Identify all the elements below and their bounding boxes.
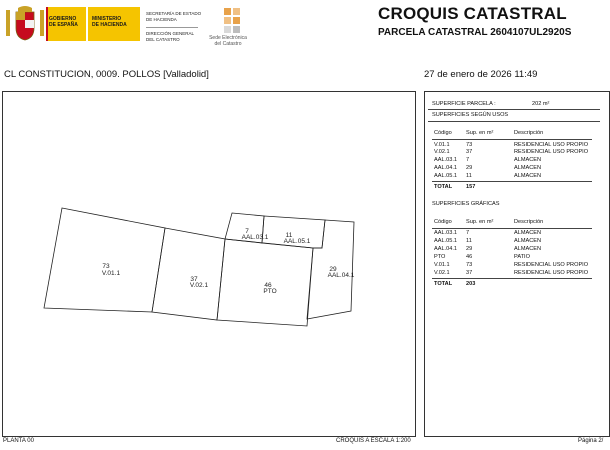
graficas-header-desc: Descripción xyxy=(514,219,544,225)
usos-row-sup: 11 xyxy=(466,173,472,179)
usos-row-desc: ALMACEN xyxy=(514,165,542,171)
label-pto-code: PTO xyxy=(263,288,277,295)
graficas-header-sup: Sup. en m² xyxy=(466,219,494,225)
address-line: CL CONSTITUCION, 0009. POLLOS [Valladolid] xyxy=(4,69,209,80)
usos-row-code: V.01.1 xyxy=(434,142,450,148)
usos-row-desc: ALMACEN xyxy=(514,157,542,163)
usos-row-sup: 29 xyxy=(466,165,473,171)
sede-line-2: del Catastro xyxy=(214,41,242,47)
usos-row-sup: 7 xyxy=(466,157,470,163)
graficas-row-sup: 73 xyxy=(466,262,473,268)
sede-line-1: Sede Electrónica xyxy=(209,35,247,41)
usos-row-code: V.02.1 xyxy=(434,149,450,155)
ministerio-logo xyxy=(88,7,140,41)
graficas-row-code: AAL.04.1 xyxy=(434,246,458,252)
direccion-line-1: DIRECCIÓN GENERAL xyxy=(146,31,195,36)
graficas-row-code: V.01.1 xyxy=(434,262,450,268)
graficas-row-sup: 7 xyxy=(466,230,470,236)
graficas-row-sup: 37 xyxy=(466,270,473,276)
ministerio-line-1: MINISTERIO xyxy=(92,16,122,22)
document-title: CROQUIS CATASTRAL xyxy=(378,4,567,23)
label-v011-value: 73 xyxy=(102,263,110,270)
usos-row-sup: 37 xyxy=(466,149,473,155)
graficas-header-codigo: Código xyxy=(434,219,452,225)
usos-header-sup: Sup. en m² xyxy=(466,130,494,136)
usos-row-desc: RESIDENCIAL USO PROPIO xyxy=(514,142,589,148)
gobierno-line-1: GOBIERNO xyxy=(49,16,77,22)
label-v011-code: V.01.1 xyxy=(101,270,121,277)
label-pto-value: 46 xyxy=(264,282,272,289)
graficas-row-sup: 46 xyxy=(466,254,473,260)
scale-label: CROQUIS A ESCALA 1:200 xyxy=(336,438,411,444)
ministerio-line-2: DE HACIENDA xyxy=(92,22,127,28)
usos-total-value: 157 xyxy=(466,184,476,190)
label-aal031-code: AAL.03.1 xyxy=(241,234,269,241)
usos-row-code: AAL.03.1 xyxy=(434,157,458,163)
sede-electronica-text xyxy=(203,35,253,47)
usos-row-code: AAL.05.1 xyxy=(434,173,458,179)
planta-label: PLANTA 00 xyxy=(3,438,34,444)
label-aal041-code: AAL.04.1 xyxy=(327,272,355,279)
label-aal051-code: AAL.05.1 xyxy=(283,238,311,245)
graficas-row-desc: ALMACEN xyxy=(514,230,542,236)
graficas-row-code: PTO xyxy=(434,254,446,260)
graficas-row-code: AAL.03.1 xyxy=(434,230,458,236)
parcel-sketch xyxy=(2,91,416,437)
date-time: 27 de enero de 2026 11:49 xyxy=(424,69,538,80)
coat-of-arms-icon xyxy=(6,6,44,42)
graficas-row-code: V.02.1 xyxy=(434,270,450,276)
graficas-row-desc: PATIO xyxy=(514,254,530,260)
direccion-line-2: DEL CATASTRO xyxy=(146,37,180,42)
direccion-general-text xyxy=(146,7,202,47)
usos-header-codigo: Código xyxy=(434,130,452,136)
superficie-label: SUPERFICIE PARCELA : xyxy=(432,101,496,107)
gobierno-logo xyxy=(46,7,86,41)
page-number: Página 2/ xyxy=(578,438,604,444)
parcela-reference: PARCELA CATASTRAL 2604107UL2920S xyxy=(378,27,572,38)
usos-row-code: AAL.04.1 xyxy=(434,165,458,171)
parcel-v011 xyxy=(44,208,165,312)
gobierno-line-2: DE ESPAÑA xyxy=(49,22,78,28)
usos-title: SUPERFICIES SEGÚN USOS xyxy=(432,112,509,118)
usos-row-desc: ALMACEN xyxy=(514,173,542,179)
graficas-row-sup: 29 xyxy=(466,246,473,252)
graficas-row-desc: RESIDENCIAL USO PROPIO xyxy=(514,270,589,276)
secretaria-line-1: SECRETARÍA DE ESTADO xyxy=(146,11,202,16)
usos-total-label: TOTAL xyxy=(434,184,453,190)
sede-catastro-icon xyxy=(214,6,244,36)
label-v021-value: 37 xyxy=(190,276,198,283)
usos-header-desc: Descripción xyxy=(514,130,544,136)
graficas-row-code: AAL.05.1 xyxy=(434,238,458,244)
graficas-total-value: 203 xyxy=(466,281,476,287)
graficas-row-sup: 11 xyxy=(466,238,472,244)
label-aal041-value: 29 xyxy=(329,266,337,273)
secretaria-line-2: DE HACIENDA xyxy=(146,17,177,22)
usos-row-sup: 73 xyxy=(466,142,473,148)
graficas-total-label: TOTAL xyxy=(434,281,453,287)
graficas-row-desc: RESIDENCIAL USO PROPIO xyxy=(514,262,589,268)
graficas-row-desc: ALMACEN xyxy=(514,246,542,252)
graficas-title: SUPERFICIES GRÁFICAS xyxy=(432,201,500,207)
graficas-row-desc: ALMACEN xyxy=(514,238,542,244)
label-aal051-value: 11 xyxy=(285,232,293,239)
label-aal031-value: 7 xyxy=(245,228,249,235)
label-v021-code: V.02.1 xyxy=(189,282,209,289)
parcel-v021 xyxy=(152,228,225,320)
usos-row-desc: RESIDENCIAL USO PROPIO xyxy=(514,149,589,155)
superficie-value: 202 m² xyxy=(532,101,550,107)
